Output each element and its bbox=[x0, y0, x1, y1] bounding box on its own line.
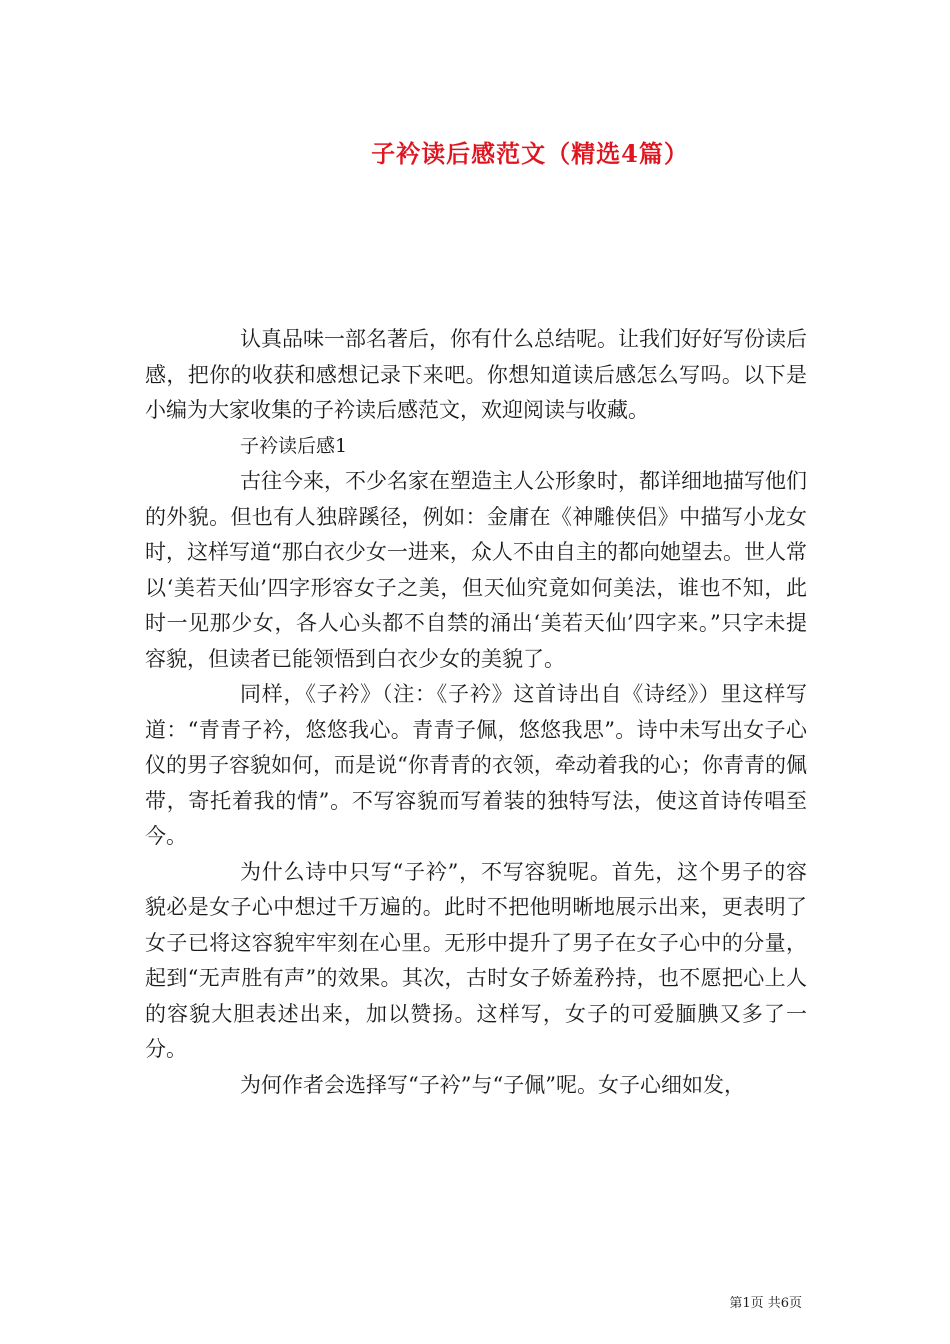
section-heading: 子衿读后感1 bbox=[240, 434, 348, 457]
body-paragraph-2: 同样，《子衿》（注：《子衿》这首诗出自《诗经》）里这样写道：“青青子衿，悠悠我心。青青子佩，悠悠我思”。诗中未写出女子心仪的男子容貌如何，而是说“你青青的衣领，牵动着我的心；你青青的佩带，寄托着我的情”。不写容貌而写着装的独特写法，使这首诗传唱至今。 bbox=[145, 682, 807, 848]
body-paragraph-3: 为什么诗中只写“子衿”，不写容貌呢。首先，这个男子的容貌必是女子心中想过千万遍的。此时不把他明晰地展示出来，更表明了女子已将这容貌牢牢刻在心里。无形中提升了男子在女子心中的分量，起到“无声胜有声”的效果。其次，古时女子娇羞矜持，也不愿把心上人的容貌大胆表述出来，加以赞扬。这样写，女子的可爱腼腆又多了一分。 bbox=[145, 859, 807, 1061]
intro-paragraph: 认真品味一部名著后，你有什么总结呢。让我们好好写份读后感，把你的收获和感想记录下来吧。你想知道读后感怎么写吗。以下是小编为大家收集的子衿读后感范文，欢迎阅读与收藏。 bbox=[145, 327, 807, 422]
body-paragraph-1: 古往今来，不少名家在塑造主人公形象时，都详细地描写他们的外貌。但也有人独辟蹊径，例如：金庸在《神雕侠侣》中描写小龙女时，这样写道“那白衣少女一进来，众人不由自主的都向她望去。世人常以‘美若天仙’四字形容女子之美，但天仙究竟如何美法，谁也不知，此时一见那少女，各人心头都不自禁的涌出‘美若天仙’四字来。”只字未提容貌，但读者已能领悟到白衣少女的美貌了。 bbox=[145, 469, 807, 671]
document-title: 子衿读后感范文（精选4篇） bbox=[371, 139, 689, 168]
page-indicator: 第1页 共6页 bbox=[729, 1296, 802, 1311]
document-body bbox=[145, 322, 807, 1103]
body-paragraph-4: 为何作者会选择写“子衿”与“子佩”呢。女子心细如发， bbox=[240, 1072, 745, 1097]
